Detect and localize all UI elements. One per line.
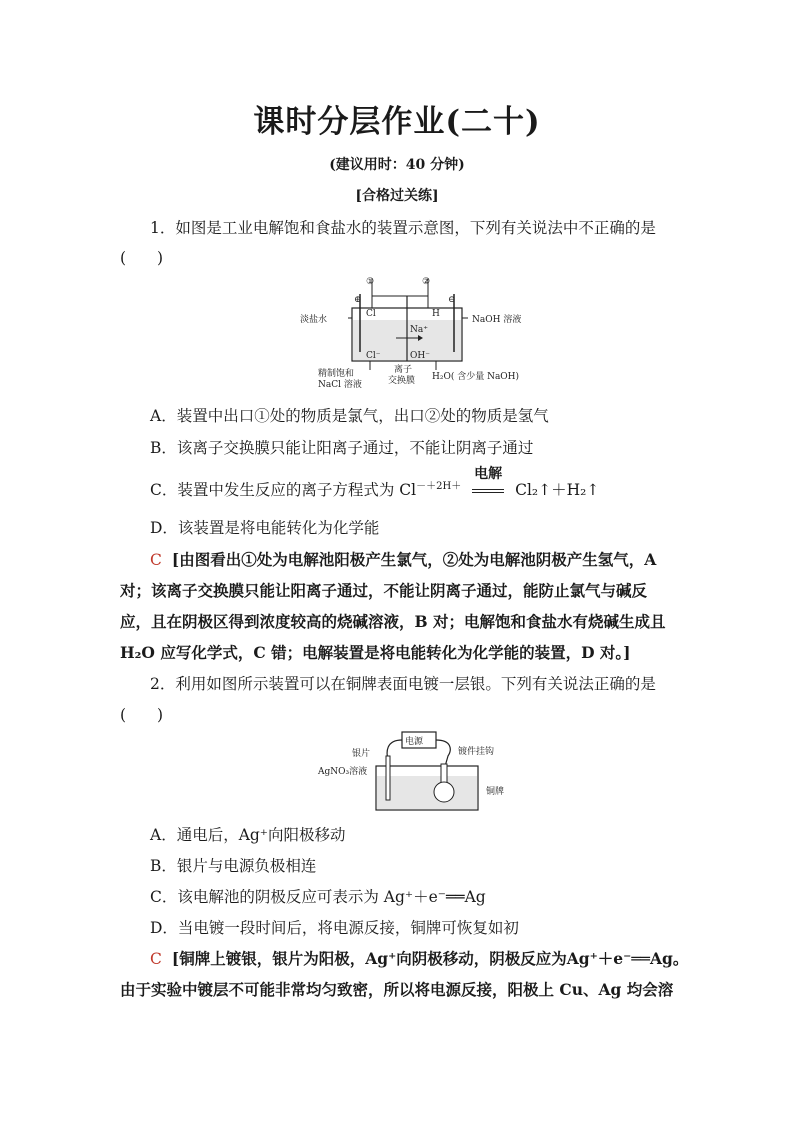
outlet-2-label: ② xyxy=(422,277,431,287)
q2-answer-blank: ( ) xyxy=(120,706,164,724)
q1-explanation-line-3: 应，且在阴极区得到浓度较高的烧碱溶液，B 对；电解饱和食盐水有烧碱生成且 xyxy=(120,612,666,631)
q1-stem-line-1: 1．如图是工业电解饱和食盐水的装置示意图，下列有关说法中不正确的是 xyxy=(150,219,656,237)
suggested-time: (建议用时：40 分钟) xyxy=(329,157,465,173)
hydroxide-ion-label: OH⁻ xyxy=(410,351,430,361)
q2-option-b: B．银片与电源负极相连 xyxy=(150,857,317,875)
q1-option-d: D．该装置是将电能转化为化学能 xyxy=(150,519,380,537)
cathode-gas-label: H xyxy=(432,309,440,319)
electroplating-diagram xyxy=(316,730,536,814)
q1-answer: C xyxy=(150,551,162,569)
membrane-label-2: 交换膜 xyxy=(388,376,416,386)
copper-plate-label: 铜牌 xyxy=(486,787,505,797)
q1-option-b: B．该离子交换膜只能让阳离子通过，不能让阴离子通过 xyxy=(150,439,534,457)
q2-answer: C xyxy=(150,950,162,968)
q1-explanation-line-2: 对；该离子交换膜只能让阳离子通过，不能让阴离子通过，能防止氯气与碱反 xyxy=(120,581,648,600)
q1-option-c-prefix: C．装置中发生反应的离子方程式为 Cl xyxy=(150,481,417,500)
left-outlet-label: 淡盐水 xyxy=(300,315,328,325)
section-heading: [合格过关练] xyxy=(355,188,439,204)
q2-option-d: D．当电镀一段时间后，将电源反接，铜牌可恢复如初 xyxy=(150,919,519,937)
outlet-1-label: ① xyxy=(366,277,375,287)
hook-label: 镀件挂钩 xyxy=(458,747,495,757)
anode-sign: ⊕ xyxy=(354,295,362,305)
membrane-label-1: 离子 xyxy=(394,365,413,375)
electrolysis-equals xyxy=(466,466,510,499)
power-source-label: 电源 xyxy=(405,737,424,747)
q2-stem-line-1: 2．利用如图所示装置可以在铜牌表面电镀一层银。下列有关说法正确的是 xyxy=(150,675,656,693)
q2-explanation-line-1: C [铜牌上镀银，银片为阳极，Ag⁺向阴极移动，阴极反应为Ag⁺＋e⁻══Ag。 xyxy=(150,949,689,968)
q2-option-c: C．该电解池的阴极反应可表示为 Ag⁺＋e⁻══Ag xyxy=(150,888,486,906)
q1-explanation-line-1: C [由图看出①处为电解池阳极产生氯气，②处为电解池阴极产生氢气，A xyxy=(150,550,657,569)
q1-option-c-sup: ＋ xyxy=(451,481,462,492)
q1-option-c-mid: －＋2H xyxy=(416,481,452,492)
q1-option-a: A．装置中出口①处的物质是氯气，出口②处的物质是氢气 xyxy=(150,407,549,425)
sodium-ion-label: Na⁺ xyxy=(410,325,428,335)
silver-plate-label: 银片 xyxy=(352,749,371,759)
right-inlet-label: H₂O( 含少量 NaOH) xyxy=(432,372,520,382)
right-outlet-label: NaOH 溶液 xyxy=(472,315,522,325)
anode-gas-label: Cl xyxy=(366,309,376,319)
left-inlet-label-2: NaCl 溶液 xyxy=(318,380,362,388)
q1-option-c-products: Cl₂↑＋H₂↑ xyxy=(515,481,600,500)
q1-option-c xyxy=(150,466,710,500)
solution-label: AgNO₃溶液 xyxy=(318,767,368,777)
cathode-sign: ⊖ xyxy=(448,295,456,305)
electrolysis-condition: 电解 xyxy=(474,466,503,483)
q2-option-a: A．通电后，Ag⁺向阳极移动 xyxy=(150,826,346,844)
page-title: 课时分层作业(二十) xyxy=(253,104,541,140)
chloride-ion-label: Cl⁻ xyxy=(366,351,381,361)
left-inlet-label-1: 精制饱和 xyxy=(318,369,355,379)
electrolysis-diagram xyxy=(296,272,536,388)
q1-answer-blank: ( ) xyxy=(120,249,164,267)
q1-explanation-line-4: H₂O 应写化学式，C 错；电解装置是将电能转化为化学能的装置，D 对。] xyxy=(120,643,631,662)
q2-explanation-line-2: 由于实验中镀层不可能非常均匀致密，所以将电源反接，阳极上 Cu、Ag 均会溶 xyxy=(120,980,674,999)
